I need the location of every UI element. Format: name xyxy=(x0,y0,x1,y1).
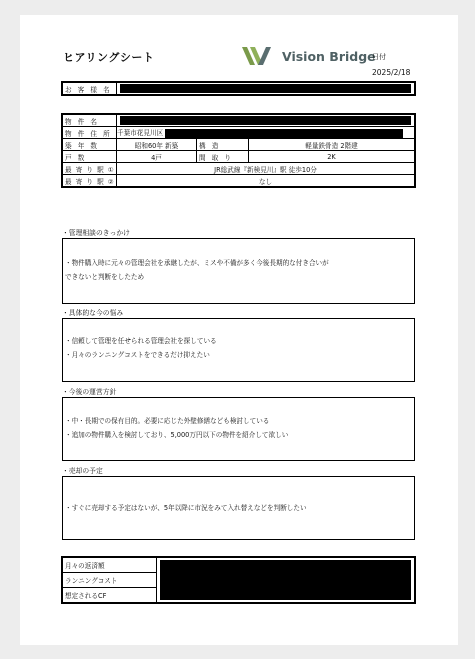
station1-value: JR総武線『新検見川』駅 徒歩10分 xyxy=(117,163,415,175)
built-years-label: 築 年 数 xyxy=(63,139,117,151)
redacted-block xyxy=(120,116,411,125)
redacted-block xyxy=(165,129,403,138)
station2-label: 最 寄 り 駅 ② xyxy=(63,175,117,187)
repayment-label: 月々の返済額 xyxy=(63,558,157,573)
property-name-cell xyxy=(117,115,415,127)
layout-label: 間 取 り xyxy=(197,151,249,163)
date-label: 日付 xyxy=(372,53,386,61)
sheet-title: ヒアリングシート xyxy=(63,51,155,64)
section-policy-line1: ・中・長期での保有目的。必要に応じた外壁修繕なども検討している xyxy=(65,417,270,425)
property-address-value: 千葉市花見川区 xyxy=(117,129,164,138)
section-trigger-line2: できないと判断をしたため xyxy=(65,273,145,281)
section-concerns-line1: ・信頼して管理を任せられる管理会社を探している xyxy=(65,337,217,345)
redacted-block xyxy=(120,84,411,93)
section-policy-line2: ・追加の物件購入を検討しており、5,000万円以下の物件を紹介して欲しい xyxy=(65,431,289,439)
section-sale-title: ・売却の予定 xyxy=(62,467,103,475)
client-name-label: お 客 様 名 xyxy=(63,83,117,95)
property-address-cell xyxy=(117,127,415,139)
finance-values-cell xyxy=(157,558,415,603)
units-value: 4戸 xyxy=(117,151,197,163)
layout-value: 2K xyxy=(249,151,415,163)
expected-cf-label: 想定されるCF xyxy=(63,588,157,603)
finance-table xyxy=(62,557,415,603)
section-sale-line1: ・すぐに売却する予定はないが、5年以降に市況をみて入れ替えなどを判断したい xyxy=(65,504,307,512)
section-policy-title: ・今後の運営方針 xyxy=(62,388,117,396)
property-name-label: 物 件 名 xyxy=(63,115,117,127)
section-trigger-line1: ・物件購入時に元々の管理会社を承継したが、ミスや不備が多く今後長期的な付き合いが xyxy=(65,259,329,267)
brand-name: Vision Bridge xyxy=(282,49,376,64)
redacted-block xyxy=(160,560,411,600)
client-table xyxy=(62,82,415,95)
section-concerns-line2: ・月々のランニングコストをできるだけ抑えたい xyxy=(65,351,210,359)
running-cost-label: ランニングコスト xyxy=(63,573,157,588)
built-years-value: 昭和60年 新築 xyxy=(117,139,197,151)
section-trigger-title: ・管理相談のきっかけ xyxy=(62,229,130,237)
hearing-sheet-page xyxy=(20,15,458,645)
station1-label: 最 寄 り 駅 ① xyxy=(63,163,117,175)
station2-value: なし xyxy=(117,175,415,187)
structure-label: 構 造 xyxy=(197,139,249,151)
property-address-label: 物 件 住 所 xyxy=(63,127,117,139)
section-concerns-title: ・具体的な今の悩み xyxy=(62,309,124,317)
structure-value: 軽量鉄骨造 2階建 xyxy=(249,139,415,151)
vb-chevron-logo-icon xyxy=(241,45,275,67)
section-policy-box xyxy=(62,397,415,461)
section-trigger-box xyxy=(62,238,415,304)
client-name-cell xyxy=(117,83,415,95)
section-sale-box xyxy=(62,476,415,540)
date-value: 2025/2/18 xyxy=(372,68,411,77)
units-label: 戸 数 xyxy=(63,151,117,163)
property-table xyxy=(62,114,415,187)
section-concerns-box xyxy=(62,318,415,382)
